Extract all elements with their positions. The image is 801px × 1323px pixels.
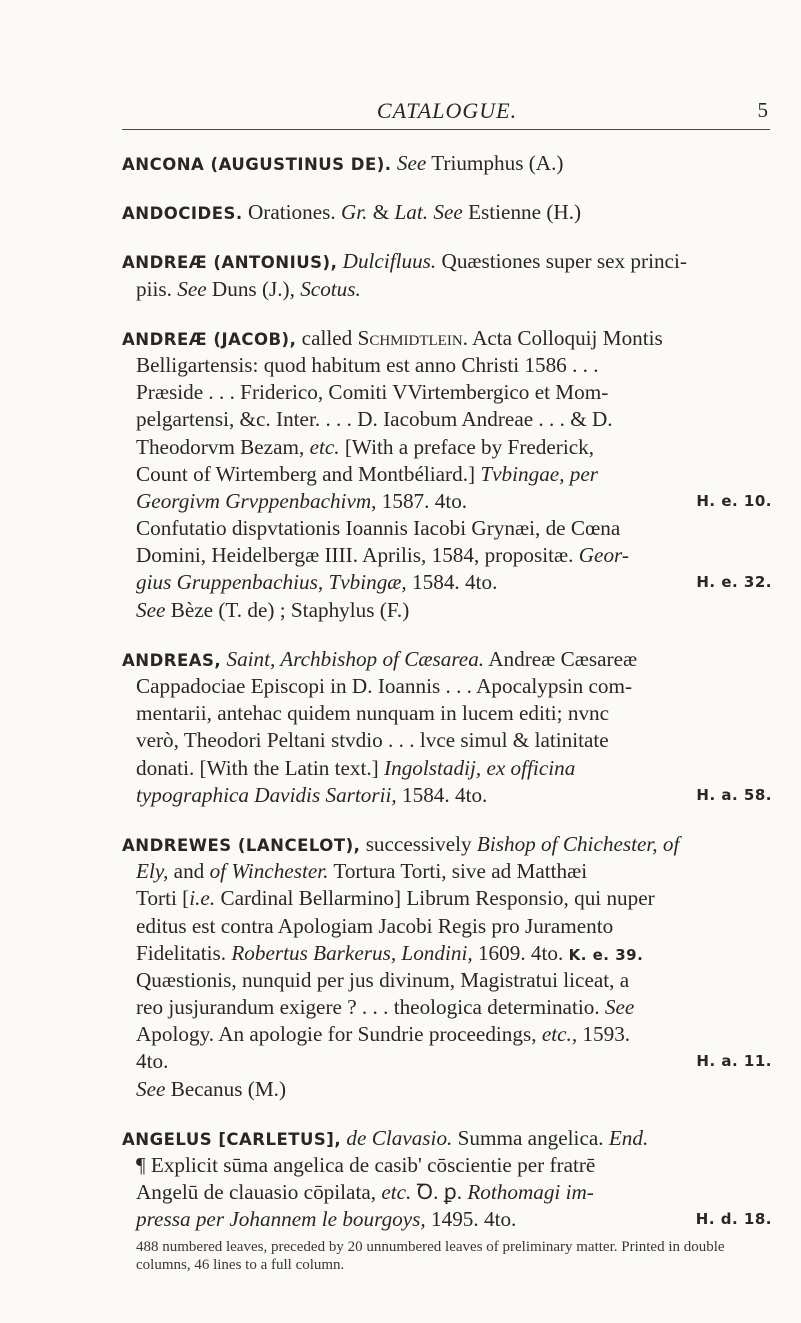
entry-text: Ingolstadij, ex officina (384, 755, 576, 780)
catalogue-entry (122, 199, 772, 226)
entry-line (122, 831, 772, 858)
entry-text: Scotus. (300, 276, 361, 301)
entry-text: piis. (136, 276, 178, 301)
entry-text: See (604, 995, 635, 1020)
entry-text: & (367, 200, 395, 225)
entry-text: gius Gruppenbachius, Tvbingæ, (136, 570, 407, 595)
entry-text: Robertus Barkerus, Londini, (231, 940, 473, 965)
entry-text: Bishop of Chichester, of (476, 831, 680, 856)
entry-line (122, 673, 772, 700)
entry-line (122, 597, 772, 624)
entry-line (122, 434, 772, 461)
press-mark: H. d. 18. (695, 1210, 772, 1229)
entry-text: Bèze (T. de) ; Staphylus (F.) (165, 597, 410, 622)
entry-text: 1495. 4to. (425, 1207, 517, 1232)
entry-text: Lat. (394, 200, 429, 225)
entry-text: 1584. 4to. (396, 782, 488, 807)
entry-text: Andreæ Cæsareæ (484, 646, 638, 671)
entry-text: Ꝺ. ꝑ. (411, 1180, 468, 1205)
entry-text: Quæstiones super sex princi- (436, 249, 687, 274)
catalogue-entry (122, 150, 772, 177)
entry-text: typographica Davidis Sartorii, (136, 782, 397, 807)
entry-text: Fidelitatis. (136, 940, 232, 965)
entry-line (122, 569, 772, 596)
catalogue-entry (122, 248, 772, 302)
entry-text: successively (360, 831, 477, 856)
entry-line (122, 940, 772, 967)
entry-line (122, 199, 772, 226)
entry-text: pelgartensi, &c. Inter. . . . D. Iacobum Andreae . . . & D. (136, 407, 613, 432)
entry-text: called (296, 325, 358, 350)
entry-text: Summa angelica. (452, 1125, 609, 1150)
entry-line (122, 700, 772, 727)
entry-line (122, 885, 772, 912)
entry-line (122, 276, 772, 303)
press-mark: H. a. 11. (696, 1052, 772, 1071)
entry-text: i.e. (189, 886, 216, 911)
entry-text: Triumphus (A.) (426, 151, 564, 175)
entry-text: reo jusjurandum exigere ? . . . theologica determinatio. (136, 995, 605, 1020)
catalogue-entry (122, 325, 772, 624)
entry-text: pressa per Johannem le bourgoys, (136, 1207, 426, 1232)
entry-heading: ANDOCIDES. (122, 204, 243, 224)
entry-line (122, 646, 772, 673)
entry-line (122, 515, 772, 542)
entry-line (122, 727, 772, 754)
entry-line (122, 1152, 772, 1179)
entry-text: See (396, 151, 427, 175)
entry-text: Cardinal Bellarmino] Librum Responsio, qui nuper (215, 886, 655, 911)
entry-text: Ely, (136, 859, 169, 884)
entry-text: Præside . . . Friderico, Comiti VVirtembergico et Mom- (136, 380, 609, 405)
entry-text: Gr. (340, 200, 368, 225)
entry-text: mentarii, antehac quidem nunquam in lucem editi; nvnc (136, 701, 610, 726)
press-mark: H. e. 32. (696, 573, 772, 592)
entry-text: Geor- (578, 543, 629, 568)
entry-line (122, 1076, 772, 1103)
entry-text: Cappadociae Episcopi in D. Ioannis . . . Apocalypsin com- (136, 674, 633, 698)
catalogue-entry (122, 831, 772, 1103)
entry-text: Tortura Torti, sive ad Matthæi (328, 859, 588, 884)
entry-text: [With a preface by Frederick, (339, 434, 595, 459)
entry-line (122, 782, 772, 809)
entry-line (122, 1206, 772, 1233)
press-mark: H. e. 10. (696, 491, 772, 510)
entry-text: End. (608, 1125, 649, 1150)
entry-text: 1593. (577, 1022, 631, 1047)
entry-heading: ANDREWES (LANCELOT), (122, 835, 361, 855)
entry-line (122, 755, 772, 782)
entry-text: Quæstionis, nunquid per jus divinum, Magistratui liceat, a (136, 967, 630, 992)
entry-line (122, 967, 772, 994)
entry-text: Count of Wirtemberg and Montbéliard.] (136, 461, 481, 486)
entry-text: 1587. 4to. (376, 488, 468, 513)
entry-heading: ANDREÆ (JACOB), (122, 329, 297, 349)
entry-line (122, 913, 772, 940)
entry-line (122, 406, 772, 433)
entry-text: donati. [With the Latin text.] (136, 755, 385, 780)
entry-text: See (433, 200, 463, 225)
entry-text: Saint, Archbishop of Cæsarea. (226, 646, 485, 671)
catalogue-entry (122, 646, 772, 809)
page-header (122, 96, 772, 136)
entry-text: Angelū de clauasio cōpilata, (136, 1180, 382, 1205)
page-number: 5 (757, 98, 768, 122)
entry-text: 1609. 4to. (472, 940, 569, 965)
entry-text: of Winchester. (209, 859, 329, 884)
entry-line (122, 488, 772, 515)
entry-heading: ANCONA (AUGUSTINUS DE). (122, 155, 392, 174)
entry-text: etc. (381, 1180, 412, 1205)
entry-text: verò, Theodori Peltani stvdio . . . lvce simul & latinitate (136, 728, 609, 753)
entry-text: K. e. 39. (568, 945, 644, 964)
entry-text: Torti [ (136, 886, 190, 911)
entry-line (122, 352, 772, 379)
entry-text: editus est contra Apologiam Jacobi Regis pro Juramento (136, 913, 614, 938)
entry-line (122, 379, 772, 406)
entry-text: Orationes. (242, 200, 341, 225)
entry-text: ¶ Explicit sūma angelica de casib' cōscientie per fratrē (136, 1153, 596, 1177)
catalogue-body (122, 150, 772, 1296)
entry-text: Apology. An apologie for Sundrie proceedings, (136, 1022, 542, 1047)
entry-text: See (177, 276, 207, 301)
entry-text: See (136, 597, 166, 622)
running-title: CATALOGUE. (376, 98, 518, 123)
entry-text: Georgivm Grvppenbachivm, (136, 488, 377, 513)
entry-text: and (168, 859, 210, 884)
entry-heading: ANGELUS [CARLETUS], (122, 1129, 342, 1149)
entry-line (122, 994, 772, 1021)
entry-line (122, 542, 772, 569)
entry-line (122, 150, 772, 177)
entry-text: Schmidtlein. (357, 325, 468, 350)
entry-heading: ANDREÆ (ANTONIUS), (122, 253, 338, 273)
entry-text: Acta Colloquij Montis (467, 325, 663, 350)
entry-text: etc., (541, 1022, 578, 1047)
header-rule (122, 129, 770, 130)
entry-note: 488 numbered leaves, preceded by 20 unnumbered leaves of preliminary matter. Printed in double columns, 46 lines to a full column. (136, 1238, 725, 1273)
entry-line (122, 1048, 772, 1075)
catalogue-entry (122, 1125, 772, 1274)
entry-text: Confutatio dispvtationis Ioannis Iacobi Grynæi, de Cœna (136, 516, 621, 541)
entry-text: Theodorvm Bezam, (136, 434, 310, 459)
entry-text: de Clavasio. (346, 1125, 453, 1150)
entry-line (122, 1125, 772, 1152)
entry-text: Domini, Heidelbergæ IIII. Aprilis, 1584, propositæ. (136, 543, 579, 568)
entry-heading: ANDREAS, (122, 650, 222, 670)
entry-text: Tvbingae, per (480, 461, 599, 486)
entry-line (122, 858, 772, 885)
entry-text: Belligartensis: quod habitum est anno Christi 1586 . . . (136, 352, 599, 377)
entry-text: See (136, 1076, 166, 1101)
entry-text: 4to. (136, 1049, 169, 1074)
entry-line (122, 325, 772, 352)
entry-line (122, 1179, 772, 1206)
entry-text: Duns (J.), (206, 276, 301, 301)
entry-text: Becanus (M.) (165, 1076, 287, 1101)
entry-text: Rothomagi im- (467, 1180, 594, 1205)
entry-line (122, 1021, 772, 1048)
entry-text: Estienne (H.) (462, 200, 582, 225)
entry-text: etc. (309, 434, 340, 459)
press-mark: H. a. 58. (696, 785, 772, 804)
entry-line (122, 248, 772, 275)
entry-line (122, 461, 772, 488)
entry-text: 1584. 4to. (406, 570, 498, 595)
entry-text: Dulcifluus. (342, 249, 437, 274)
